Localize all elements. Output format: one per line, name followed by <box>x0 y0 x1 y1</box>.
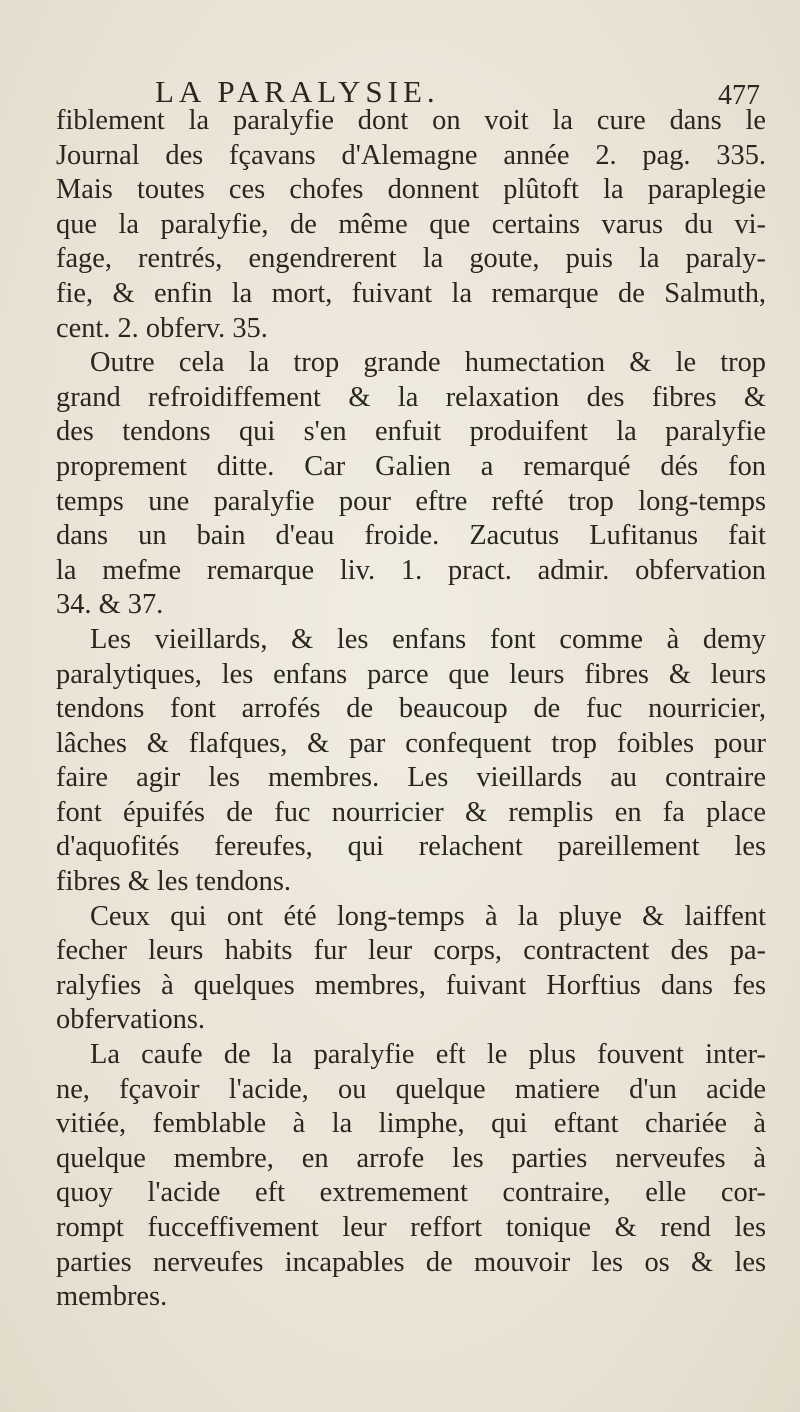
text-line: temps une paralyfie pour eftre refté trop long-temps <box>56 485 766 517</box>
text-line: grand refroidiffement & la relaxation des fibres & <box>56 381 766 413</box>
text-line: proprement ditte. Car Galien a remarqué dés fon <box>56 450 766 482</box>
page-number: 477 <box>718 80 760 111</box>
text-line: La caufe de la paralyfie eft le plus fouvent inter- <box>90 1039 766 1071</box>
text-line: d'aquofités fereufes, qui relachent pareillement les <box>56 831 766 863</box>
text-line: fibres & les tendons. <box>56 866 291 898</box>
text-line: font épuifés de fuc nourricier & remplis en fa place <box>56 796 766 828</box>
running-title: LA PARALYSIE. <box>155 74 440 109</box>
text-line: quoy l'acide eft extremement contraire, elle cor- <box>56 1177 766 1209</box>
text-line: cent. 2. obferv. 35. <box>56 312 268 344</box>
text-line: fecher leurs habits fur leur corps, contractent des pa- <box>56 935 766 967</box>
text-line: que la paralyfie, de même que certains varus du vi- <box>56 208 766 240</box>
body-text <box>56 104 766 1315</box>
text-line: fiblement la paralyfie dont on voit la cure dans le <box>56 105 766 136</box>
text-line: des tendons qui s'en enfuit produifent la paralyfie <box>56 416 766 448</box>
text-line: fage, rentrés, engendrerent la goute, puis la paraly- <box>56 243 766 275</box>
text-line: faire agir les membres. Les vieillards au contraire <box>56 762 766 794</box>
text-line: Mais toutes ces chofes donnent plûtoft la paraplegie <box>56 174 766 206</box>
text-line: quelque membre, en arrofe les parties nerveufes à <box>56 1142 766 1174</box>
text-line: membres. <box>56 1281 168 1313</box>
text-line: ne, fçavoir l'acide, ou quelque matiere d'un acide <box>56 1073 766 1105</box>
text-line: dans un bain d'eau froide. Zacutus Lufitanus fait <box>56 520 766 552</box>
text-line: la mefme remarque liv. 1. pract. admir. obfervation <box>56 554 766 586</box>
text-line: 34. & 37. <box>56 589 164 621</box>
text-line: lâches & flafques, & par confequent trop foibles pour <box>56 727 766 759</box>
text-line: obfervations. <box>56 1004 206 1036</box>
text-line: Ceux qui ont été long-temps à la pluye & laiffent <box>90 900 766 932</box>
text-line: tendons font arrofés de beaucoup de fuc nourricier, <box>56 693 766 725</box>
text-line: parties nerveufes incapables de mouvoir les os & les <box>56 1246 766 1278</box>
text-line: paralytiques, les enfans parce que leurs fibres & leurs <box>56 658 766 690</box>
text-line: Journal des fçavans d'Alemagne année 2. pag. 335. <box>56 139 766 171</box>
text-line: ralyfies à quelques membres, fuivant Horftius dans fes <box>56 969 766 1001</box>
text-line: Les vieillards, & les enfans font comme à demy <box>90 623 766 655</box>
text-line: rompt fucceffivement leur reffort tonique & rend les <box>56 1212 766 1243</box>
text-line: fie, & enfin la mort, fuivant la remarque de Salmuth, <box>56 277 766 309</box>
text-line: Outre cela la trop grande humectation & le trop <box>90 347 766 379</box>
text-line: vitiée, femblable à la limphe, qui eftant chariée à <box>56 1108 766 1140</box>
